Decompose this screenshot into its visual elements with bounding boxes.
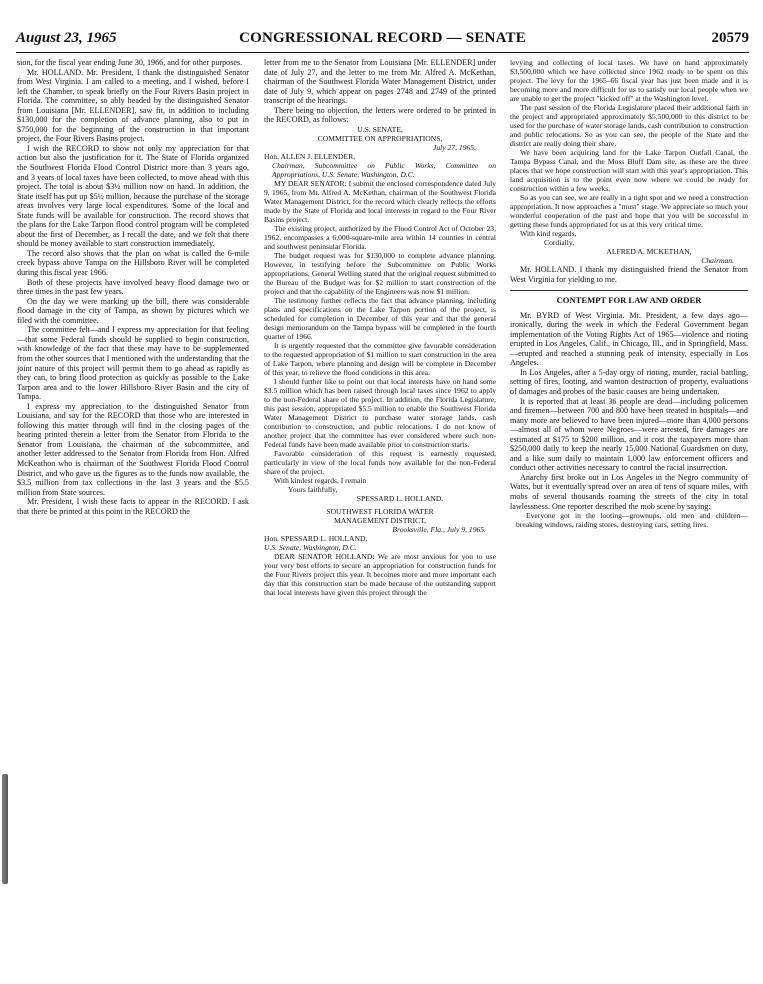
letter-paragraph: So as you can see, we are really in a tight spot and we need a construction appropriation. It now approaches a "must" stage. We appreciate so much your wonderful cooperation of the past and hope that you will be successful in getting these funds appropriated for us at this very critical time. <box>510 193 748 229</box>
letter-addressee: Hon. ALLEN J. ELLENDER, <box>264 151 356 161</box>
letter-paragraph: DEAR SENATOR HOLLAND: We are most anxious for you to use your very best efforts to secure an appropriation for construction funds for the Four Rivers project this year. It becomes more and more important each day that this construction start be made because of the outstanding support that local interests have given this project through the <box>264 551 496 597</box>
paragraph: Mr. HOLLAND. I thank my distinguished friend the Senator from West Virginia for yielding to me. <box>510 265 748 284</box>
paragraph: letter from me to the Senator from Louisiana [Mr. ELLENDER] under date of July 27, and the letter to me from Mr. Alfred A. McKethan, chairman of the Southwest Florida Water Management District, under date of July 9, which appear on pages 2748 and 2749 of the printed transcript of the hearings. <box>264 58 496 106</box>
letter-closing: With kind regards, <box>520 229 577 238</box>
paragraph: Mr. BYRD of West Virginia. Mr. President, a few days ago—ironically, during the week in which the Federal Government began implementation of the Voting Rights Act of 1965—violence and rioting erupted in Los Angeles, Calif., in Chicago, Ill., and in Springfield, Mass.—erupted and reached a stunning peak of intensity, especially in Los Angeles. <box>510 310 748 368</box>
section-heading: CONTEMPT FOR LAW AND ORDER <box>510 290 748 306</box>
paragraph: Both of these projects have involved heavy flood damage two or three times in the past few years. <box>17 277 249 297</box>
column-2 <box>264 58 496 978</box>
margin-mark <box>2 774 8 884</box>
letter-paragraph: The testimony further reflects the fact that advance planning, including plans and specifications on the Lake Tarpon portion of the project, is scheduled for completion in December of this year and that the general design memorandum on the Tampa bypass will be completed in the fourth quarter of 1966. <box>264 295 496 341</box>
paragraph: I wish the RECORD to show not only my appreciation for that action but also the justification for it. The State of Florida organized the Southwest Florida Flood Control District more than 3 years ago, and 3 years of local taxes have been collected, to move ahead with this project. The total is about $3½ million now on hand. In addition, the State itself has put up $5½ million, because the purchase of the storage areas involves very large local expenditures. Some of the local and State funds will be available for construction. The record shows that the plans for the Lake Tarpon flood control program will be completed about the first of December, as I recall the date, and we felt that there should be money available to start construction immediately. <box>17 143 249 249</box>
paragraph: The record also shows that the plan on what is called the 6-mile creek bypass above Tampa on the Hillsboro River will be completed during this fiscal year 1966. <box>17 248 249 278</box>
letter-paragraph: It is urgently requested that the committee give favorable consideration to the requested appropriation of $1 million to start construction in the area of Lake Tarpon, where planning and design will be complete in December of this year, to relieve the flood conditions in this area. <box>264 340 496 377</box>
quotation: Everyone got in the looting—grownups, old men and children—breaking windows, raiding stores, destroying cars, setting fires. <box>516 511 748 530</box>
column-1 <box>17 58 249 978</box>
paragraph: There being no objection, the letters were ordered to be printed in the RECORD, as follows: <box>264 105 496 125</box>
letter-closing: Cordially, <box>544 238 575 247</box>
paragraph: I express my appreciation to the distinguished Senator from Louisiana, and say for the RECORD that those who are interested in following this matter through will find in the closing pages of the hearing printed therein a letter from the Senator from Florida to the Senator from Louisiana, the chairman of the subcommittee, and another letter addressed to the Senator from Florida from Hon. Alfred McKeathon who is chairman of the Southwest Florida Flood Control District, and who gave us the figures as to the funds now available, the $3.5 million from tax collections in the last 3 years and the $5.5 million from State sources. <box>17 401 249 497</box>
paragraph: Mr. President, I wish these facts to appear in the RECORD. I ask that there be printed at this point in the RECORD the <box>17 497 249 516</box>
paragraph: On the day we were marking up the bill, there was considerable flood damage in the city of Tampa, as shown by pictures which we filed with the committee. <box>17 296 249 325</box>
paragraph: The committee felt—and I express my appreciation for that feeling—that some Federal funds should be supplied to begin construction, with knowledge of the fact that these may have to be supplemented from the other sources that I mentioned with the understanding that the joint nature of this project will permit them to go ahead as rapidly as they can, to bring flood protection as quickly as possible to the Lake Tarpon area and to the lower Hillsboro River Basin and the city of Tampa. <box>17 325 249 402</box>
page-header <box>16 30 749 53</box>
header-page-number: 20579 <box>711 30 749 46</box>
letter-signature-title: Chairman. <box>701 256 734 265</box>
letter-paragraph: The past session of the Florida Legislature placed their additional faith in the project and appropriated approximately $5,500,000 to this district to be used for the purchase of water storage lands, cash contribution to construction and public relocations. So as you can see, the people of the State and the district are really doing their share. <box>510 103 748 148</box>
letter-date: July 27, 1965. <box>432 142 476 152</box>
paragraph: In Los Angeles, after a 5-day orgy of rioting, murder, racial battling, setting of fires, looting, and wanton destruction of property, evaluations of damages and probes of the basic causes are being undertaken. <box>510 367 748 397</box>
letter-paragraph: The existing project, authorized by the Flood Control Act of October 23, 1962, encompasses a 6,000-square-mile area within 14 counties in central and southwest peninsular Florida. <box>264 223 496 251</box>
letter-addressee: Hon. SPESSARD L. HOLLAND, <box>264 533 368 543</box>
letter-org: COMMITTEE ON APPROPRIATIONS, <box>317 133 443 143</box>
paragraph: Mr. HOLLAND. Mr. President, I thank the distinguished Senator from West Virginia. I am called to a meeting, and I wished, before I left the Chamber, to speak briefly on the Four Rivers Basin project in Florida. The committee, so ably headed by the distinguished Senator from Louisiana [Mr. ELLENDER], saw fit, in addition to including $130,000 for the completion of advance planning, also to put in $750,000 for the beginning of the construction in that important project, the Four Rivers Basins project. <box>17 67 249 144</box>
paragraph: sion, for the fiscal year ending June 30, 1966, and for other purposes. <box>17 58 243 67</box>
letter-closing: With kindest regards, I remain <box>274 475 367 485</box>
paragraph: Anarchy first broke out in Los Angeles in the Negro community of Watts, but it eventually spread over an area of tens of square miles, with mobs of several thousands roaming the streets of the city in total lawlessness. One reporter described the mob scene by saying: <box>510 472 748 511</box>
letter-org: MANAGEMENT DISTRICT, <box>333 515 427 525</box>
letter-paragraph: MY DEAR SENATOR: I submit the enclosed correspondence dated July 9, 1965, from Mr. Alfred A. McKethan, chairman of the Southwest Florida Water Management District, for the record which clearly reflects the efforts made by the State of Florida and local interests in regard to the Four River Basins project. <box>264 178 496 224</box>
letter-date: Brooksville, Fla., July 9, 1965. <box>392 524 486 534</box>
letter-addressee-title: Chairman, Subcommittee on Public Works, Committee on Appropriations, U.S. Senate, Washington, D.C. <box>272 160 496 179</box>
letter-org: U.S. SENATE, <box>357 124 403 134</box>
header-date: August 23, 1965 <box>16 30 117 46</box>
paragraph: It is reported that at least 36 people are dead—including policemen and firemen—between 700 and 800 have been treated in hospitals—and many more are believed to have been injured—more than 4,000 persons—almost all of whom were Negroes—were arrested, fire damages are estimated at $175 to $200 million, and it cost the taxpayers more than $250,000 daily to keep the nearly 15,000 National Guardsmen on duty, and a like sum daily to maintain 1,000 law enforcement officers and conduct other activities necessary to control the racial insurrection. <box>510 396 748 473</box>
letter-org: SOUTHWEST FLORIDA WATER <box>326 506 434 516</box>
letter-addressee-title: U.S. Senate, Washington, D.C. <box>264 542 357 552</box>
column-3 <box>510 58 748 978</box>
header-title: CONGRESSIONAL RECORD — SENATE <box>239 30 526 46</box>
letter-paragraph: levying and collecting of local taxes. We have on hand approximately $3,500,000 which we have collected since 1962 ready to be spent on this project. The levy for the 1965–66 fiscal year has just been made and it is becoming more and more difficult for us to satisfy our local people when we are unable to get the project "kicked off" at the Washington level. <box>510 58 748 103</box>
letter-signature: SPESSARD L. HOLLAND. <box>356 493 444 503</box>
letter-paragraph: Favorable consideration of this request is earnestly requested, particularly in view of the local funds now available for the non-Federal share of the project. <box>264 448 496 476</box>
letter-paragraph: We have been acquiring land for the Lake Tarpon Outfall Canal, the Tampa Bypass Canal, and the Moss Bluff Dam site, as these are the three places that we hope construction will start with this year's appropriation. This land acquisition is to the point even now where we could be ready for construction within a few weeks. <box>510 148 748 193</box>
letter-paragraph: I should further like to point out that local interests have on hand some $3.5 million which has been raised through local taxes since 1962 to apply to the non-Federal share of the project. In addition, the Florida Legislature, this past session, appropriated $5.5 million to enable the Southwest Florida Water Management District to purchase water storage lands, cash contribution to construction, and public relocations. I do not know of another project that the committee has ever considered where such non-Federal funds have been made available prior to construction starts. <box>264 376 496 449</box>
letter-paragraph: The budget request was for $130,000 to complete advance planning. However, in testifying before the Subcommittee on Public Works appropriations, General Welling stated that the original request submitted to the Bureau of the Budget was for $2 million to start construction of the project and that the capability of the Engineers was now $1 million. <box>264 250 496 296</box>
letter-closing: Yours faithfully, <box>288 484 338 494</box>
letter-signature: ALFRED A. MCKETHAN, <box>606 247 692 256</box>
